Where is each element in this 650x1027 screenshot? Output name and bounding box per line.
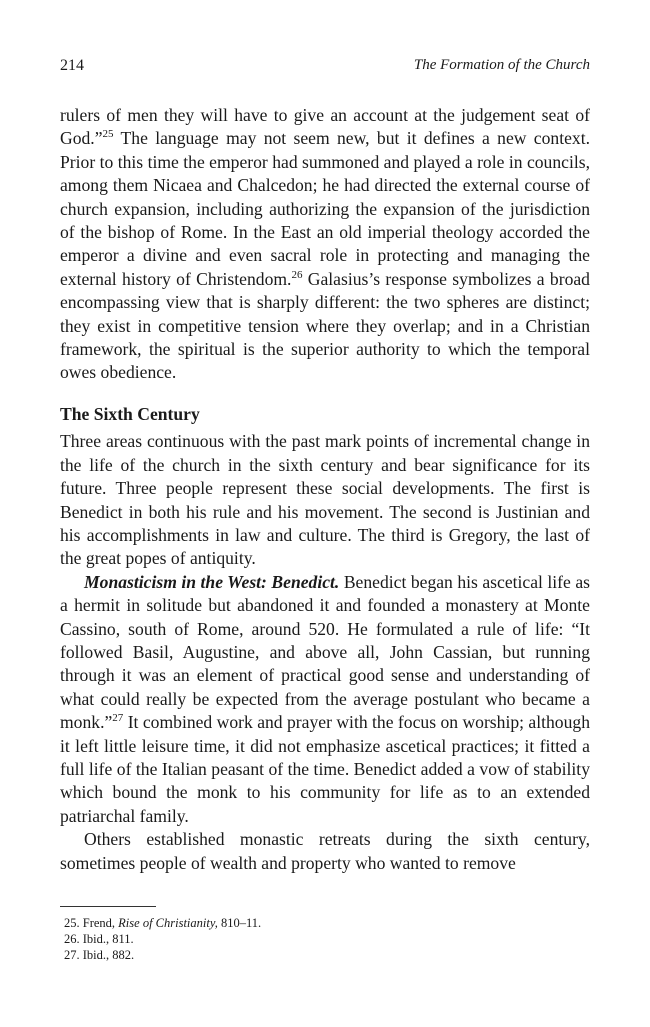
paragraph-1: [60, 104, 590, 385]
paragraph-1-text-c: Galasius’s response symbolizes a broad encompassing view that is sharply different: the two spheres are distinct; they exist in competitive tension where they overlap; and in a Christian framework, the spiritual is the superior authority to which the temporal owes obedience.: [60, 268, 590, 383]
footnote-label: 27. Ibid., 882.: [64, 948, 135, 962]
footnote-27: [64, 947, 261, 963]
footnote-ref-27: 27: [112, 712, 124, 725]
page-number: 214: [60, 57, 84, 74]
run-in-heading: Monasticism in the West: Benedict.: [84, 571, 340, 592]
footnote-divider: [60, 906, 156, 907]
footnote-label: 26. Ibid., 811.: [64, 932, 134, 946]
paragraph-2: Three areas continuous with the past mark points of incremental change in the life of the church in the sixth century and bear significance for its future. Three people represent these social developments. The first is Benedict in both his rule and his movement. The second is Justinian and his accomplishments in law and culture. The third is Gregory, the last of the great popes of antiquity.: [60, 431, 590, 569]
paragraph-1-text-a: rulers of men they will have to give an account at the judgement seat of God.”: [60, 105, 590, 149]
footnote-rest: 810–11.: [217, 916, 262, 930]
footnote-ref-26: 26: [291, 268, 303, 281]
footnotes: [64, 915, 261, 963]
running-title: The Formation of the Church: [413, 57, 590, 73]
section-heading: The Sixth Century: [60, 403, 200, 424]
footnote-25: [64, 915, 261, 931]
footnote-26: [64, 931, 261, 947]
footnote-title: Rise of Christianity,: [118, 916, 218, 930]
body-text: [60, 104, 590, 875]
paragraph-3: [60, 571, 590, 828]
paragraph-4: Others established monastic retreats during the sixth century, sometimes people of wealth and property who wanted to remove: [60, 829, 590, 873]
footnote-label: 25. Frend,: [64, 916, 119, 930]
paragraph-1-text-b: The language may not seem new, but it defines a new context. Prior to this time the emperor had summoned and played a role in councils, among them Nicaea and Chalcedon; he had directed the external course of church expansion, including authorizing the expansion of the jurisdiction of the bishop of Rome. In the East an old imperial theology accorded the emperor a divine and even sacral role in protecting and managing the external history of Christendom.: [60, 128, 590, 289]
footnote-ref-25: 25: [102, 128, 114, 141]
page-header: [60, 57, 590, 79]
paragraph-3-text-b: It combined work and prayer with the focus on worship; although it left little leisure time, it did not emphasize ascetical practices; it fitted a full life of the Italian peasant of the time. Benedict added a vow of stability which bound the monk to his community for life as to an extended patriarchal family.: [60, 712, 590, 826]
paragraph-3-text-a: Benedict began his ascetical life as a hermit in solitude but abandoned it and founded a monastery at Monte Cassino, south of Rome, around 520. He formulated a rule of life: “It followed Basil, Augustine, and above all, John Cassian, but running through it was an element of practical good sense and understanding of what could really be expected from the average postulant who became a monk.”: [60, 571, 590, 733]
